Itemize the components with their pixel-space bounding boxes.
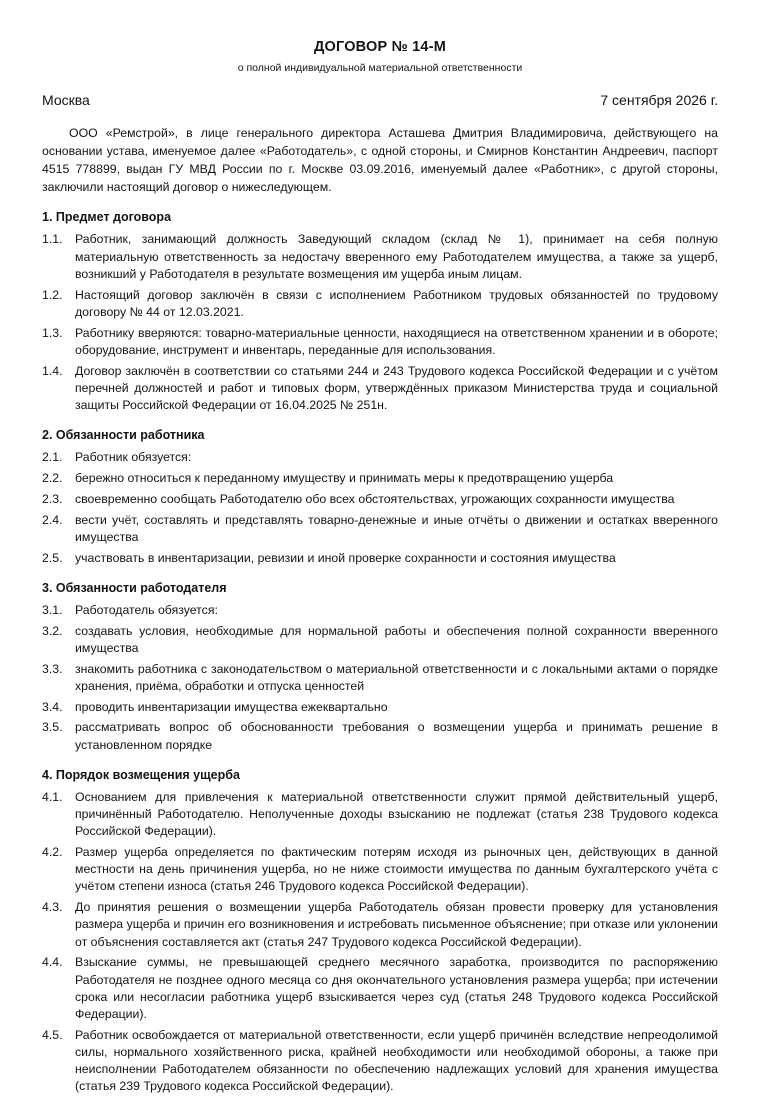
clause-number: 4.1. xyxy=(42,789,63,804)
clause-4-4 xyxy=(42,954,718,1023)
clause-4-3 xyxy=(42,899,718,951)
clause-2-5 xyxy=(42,550,718,567)
place-date-row xyxy=(42,90,718,110)
clause-2-2 xyxy=(42,470,718,487)
clause-text: Работник обязуется: xyxy=(75,450,192,465)
preamble: ООО «Ремстрой», в лице генерального директора Асташева Дмитрия Владимировича, действующего на основании устава, именуемое далее «Работодатель», с одной стороны, и Смирнов Константин Андреевич, паспорт 4515 778899, выдан ГУ МВД России по г. Москве 03.09.2016, именуемый далее «Работник», с другой стороны, заключили настоящий договор о нижеследующем. xyxy=(42,126,718,194)
clause-list xyxy=(42,231,718,414)
clause-text: рассматривать вопрос об обоснованности требования о возмещении ущерба и принимать решение в установленном порядке xyxy=(75,720,718,752)
section-heading: 1. Предмет договора xyxy=(42,210,172,225)
clause-2-1 xyxy=(42,449,718,466)
section-heading: 2. Обязанности работника xyxy=(42,428,205,443)
clause-2-4 xyxy=(42,512,718,546)
contract-city: Москва xyxy=(42,92,90,108)
clause-text: своевременно сообщать Работодателю обо всех обстоятельствах, угрожающих сохранности имущества xyxy=(75,491,675,506)
clause-number: 2.4. xyxy=(42,512,63,527)
clause-3-1 xyxy=(42,602,718,619)
clause-text: Взыскание суммы, не превышающей среднего месячного заработка, производится по распоряжению Работодателя не позднее одного месяца со дня окончательного установления размера ущерба; при истечении срока или несогласии работника ущерб взыскивается через суд (статья 248 Трудового кодекса Российской Федерации). xyxy=(75,955,718,1021)
document-title: ДОГОВОР № 14-М xyxy=(313,39,447,55)
document-subtitle: о полной индивидуальной материальной ответственности xyxy=(237,62,523,74)
clause-number: 3.2. xyxy=(42,623,63,638)
clause-list xyxy=(42,789,718,1096)
clause-number: 2.2. xyxy=(42,470,63,485)
clause-text: создавать условия, необходимые для нормальной работы и обеспечения полной сохранности вверенного имущества xyxy=(75,623,718,655)
section-heading: 4. Порядок возмещения ущерба xyxy=(42,767,240,782)
clause-text: участвовать в инвентаризации, ревизии и иной проверке сохранности и состояния имущества xyxy=(75,550,616,565)
clause-4-2 xyxy=(42,844,718,896)
clause-number: 2.1. xyxy=(42,450,63,465)
clause-number: 3.1. xyxy=(42,602,63,617)
clause-number: 3.5. xyxy=(42,720,63,735)
clause-3-3 xyxy=(42,661,718,695)
clause-1-2 xyxy=(42,287,718,321)
clause-number: 3.3. xyxy=(42,661,63,676)
clause-text: Основанием для привлечения к материальной ответственности служит прямой действительный ущерб, причинённый Работодателю. Неполученные доходы взысканию не подлежат (статья 238 Трудового кодекса Российской Федерации). xyxy=(75,789,718,839)
clause-text: знакомить работника с законодательством о материальной ответственности и с локальными актами о порядке хранения, приёма, обработки и отпуска ценностей xyxy=(75,661,718,693)
clause-number: 3.4. xyxy=(42,699,63,714)
clause-text: Работник освобождается от материальной ответственности, если ущерб причинён вследствие непреодолимой силы, нормального хозяйственного риска, крайней необходимости или необходимой обороны, а также при неисполнении Работодателем обязанности по обеспечению надлежащих условий для хранения имущества (статья 239 Трудового кодекса Российской Федерации). xyxy=(75,1027,718,1094)
clause-2-3 xyxy=(42,491,718,508)
clause-number: 2.3. xyxy=(42,491,63,506)
clause-list xyxy=(42,449,718,567)
clause-4-5 xyxy=(42,1027,718,1096)
clause-text: Работник, занимающий должность Заведующий складом (склад № 1), принимает на себя полную материальную ответственность за недостачу вверенного ему Работодателем имущества, а также за ущерб, возникший у Работодателя в результате возмещения им ущерба иным лицам. xyxy=(75,232,718,281)
clause-4-1 xyxy=(42,789,718,841)
clause-3-5 xyxy=(42,719,718,753)
clause-number: 4.4. xyxy=(42,955,63,970)
clause-1-3 xyxy=(42,325,718,359)
clause-text: Размер ущерба определяется по фактическим потерям исходя из рыночных цен, действующих в данной местности на день причинения ущерба, но не ниже стоимости имущества по данным бухгалтерского учёта с учётом степени износа (статья 246 Трудового кодекса Российской Федерации). xyxy=(75,844,718,894)
clause-1-4 xyxy=(42,363,718,415)
clause-text: Настоящий договор заключён в связи с исполнением Работником трудовых обязанностей по трудовому договору № 44 от 12.03.2021. xyxy=(75,287,718,319)
clause-3-2 xyxy=(42,623,718,657)
clause-text: Работнику вверяются: товарно-материальные ценности, находящиеся на ответственном хранении и в обороте; оборудование, инструмент и инвентарь, переданные для использования. xyxy=(75,325,718,357)
contract-date: 7 сентября 2026 г. xyxy=(600,92,718,108)
section-heading: 3. Обязанности работодателя xyxy=(42,580,227,595)
clause-list xyxy=(42,602,718,754)
clause-number: 1.1. xyxy=(42,232,63,247)
clause-number: 4.2. xyxy=(42,844,63,859)
clause-number: 4.3. xyxy=(42,900,63,915)
clause-number: 1.4. xyxy=(42,363,63,378)
clause-number: 1.3. xyxy=(42,325,63,340)
clause-number: 4.5. xyxy=(42,1027,63,1042)
clause-1-1 xyxy=(42,231,718,283)
clause-text: Договор заключён в соответствии со статьями 244 и 243 Трудового кодекса Российской Федерации и с учётом перечней должностей и работ и типовых форм, утверждённых приказом Министерства труда и социальной защиты Российской Федерации от 16.04.2025 № 251н. xyxy=(75,363,718,412)
section-employee-duties xyxy=(42,426,718,567)
section-subject xyxy=(42,208,718,414)
clause-text: бережно относиться к переданному имуществу и принимать меры к предотвращению ущерба xyxy=(75,470,614,485)
clause-text: вести учёт, составлять и представлять товарно-денежные и иные отчёты о движении и остатках вверенного имущества xyxy=(75,512,718,544)
clause-3-4 xyxy=(42,699,718,716)
clause-text: Работодатель обязуется: xyxy=(75,602,218,617)
section-employer-duties xyxy=(42,579,718,754)
clause-number: 1.2. xyxy=(42,287,63,302)
clause-number: 2.5. xyxy=(42,550,63,565)
clause-text: До принятия решения о возмещении ущерба Работодатель обязан провести проверку для установления размера ущерба и причин его возникновения и истребовать письменное объяснение; при отказе или уклонении от объяснения составляется акт (статья 247 Трудового кодекса Российской Федерации). xyxy=(75,900,718,949)
clause-text: проводить инвентаризации имущества ежеквартально xyxy=(75,699,388,714)
section-damage-compensation xyxy=(42,766,718,1096)
